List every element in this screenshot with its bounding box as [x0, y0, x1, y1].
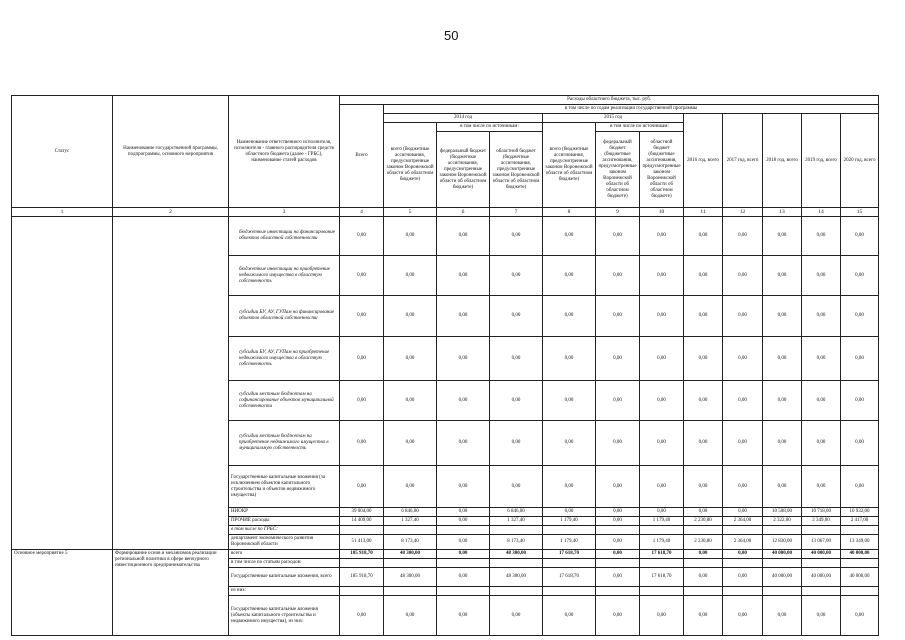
header-2016: 2016 год, всего	[684, 114, 723, 208]
budget-table	[11, 95, 879, 636]
table-row: субсидии БУ, АУ, ГУПам на финансирование объектов областной собственности 0,00 0,00 0,00 0,00 0,00 0,00 0,00 0,00 0,00 0,00 0,00 0,00	[12, 296, 879, 337]
table-row: субсидии местным бюджетам на софинансирование объектов муниципальной собственности 0,00 0,00 0,00 0,00 0,00 0,00 0,00 0,00 0,00 0,00 0,00 0,00	[12, 381, 879, 421]
header-2019: 2019 год, всего	[802, 114, 841, 208]
row-label: субсидии местным бюджетам на софинансирование объектов муниципальной собственности	[229, 381, 340, 421]
header-2015-regional: областной бюджет (бюджетные ассигнования, предусмотренные законом Воронежской области об областном бюджете)	[640, 132, 684, 208]
table-row: НИОКР 39 004,00 6 846,00 0,00 6 846,00 0,00 0,00 0,00 0,00 0,00 10 508,00 10 718,00 10 932,00	[12, 508, 879, 517]
row-label: Государственные капитальные вложения (за исключением объектов капитального строительства и объектов недвижимого имущества)	[229, 466, 340, 508]
row-label: Государственные капитальные вложения, всего	[229, 568, 340, 587]
row-label: НИОКР	[229, 508, 340, 517]
row-label: бюджетные инвестиции на приобретение недвижимого имущества в областную собственность	[229, 256, 340, 296]
table-row: Государственные капитальные вложения (объекты капитального строительства и недвижимого имущества), из них: 0,00 0,00 0,00 0,00 0,00 0,00 0,00 0,00 0,00 0,00 0,00 0,00	[12, 596, 879, 636]
main-event-status: Основное мероприятие 5	[12, 550, 113, 636]
column-numbers-row: 1 2 3 4 5 6 7 8 9 10 11 12 13 14 15	[12, 208, 879, 217]
table-row: бюджетные инвестиции на приобретение недвижимого имущества в областную собственность 0,00 0,00 0,00 0,00 0,00 0,00 0,00 0,00 0,00 0,00 0,00 0,00	[12, 256, 879, 296]
header-2014-by-sources: в том числе по источникам:	[437, 123, 543, 132]
of-them-label: из них:	[229, 587, 340, 596]
row-label: бюджетные инвестиции на финансирование объектов областной собственности	[229, 217, 340, 256]
header-2018: 2018 год, всего	[763, 114, 802, 208]
row-label: субсидии БУ, АУ, ГУПам на приобретение недвижимого имущества в областную собственность	[229, 337, 340, 381]
header-year-2015: 2015 год	[543, 114, 684, 123]
table-row: ПРОЧИЕ расходы 14 409,00 1 327,40 0,00 1 327,40 1 179,40 0,00 1 179,40 2 230,80 2 364,00 2 322,00 2 349,00 2 417,00	[12, 517, 879, 526]
table-row: субсидии БУ, АУ, ГУПам на приобретение недвижимого имущества в областную собственность 0,00 0,00 0,00 0,00 0,00 0,00 0,00 0,00 0,00 0,00 0,00 0,00	[12, 337, 879, 381]
page-number: 50	[444, 28, 459, 43]
table-row: Государственные капитальные вложения, всего 185 918,70 48 300,00 0,00 48 300,00 17 618,70 0,00 17 618,70 0,00 0,00 40 000,00 40 000,00 40 000,00	[12, 568, 879, 587]
table-row: субсидии местным бюджетам на приобретение недвижимого имущества в муниципальную собственность 0,00 0,00 0,00 0,00 0,00 0,00 0,00 0,00 0,00 0,00 0,00 0,00	[12, 421, 879, 466]
header-2014-regional: областной бюджет (бюджетные ассигнования, предусмотренные законом Воронежской области об областном бюджете)	[490, 132, 543, 208]
header-executor: Наименование ответственного исполнителя, исполнителя - главного распорядителя средств областного бюджета (далее - ГРБС), наименование статей расходов	[229, 96, 340, 208]
header-year-2014: 2014 год	[384, 114, 543, 123]
header-program-name: Наименование государственной программы, подпрограммы, основного мероприятия	[113, 96, 229, 208]
row-label: Государственные капитальные вложения (объекты капитального строительства и недвижимого имущества), из них:	[229, 596, 340, 636]
by-articles-label: в том числе по статьям расходов:	[229, 559, 340, 568]
header-status: Статус	[12, 96, 113, 208]
header-2015-federal: федеральный бюджет (бюджетные ассигнования, предусмотренные законом Воронежской области об областном бюджете)	[596, 132, 640, 208]
table-row: департамент экономического развития Воронежской области 51 413,00 8 173,40 0,00 8 173,40 1 179,40 0,00 1 179,40 2 230,80 2 364,00 12 830,00 13 067,00 13 349,00	[12, 535, 879, 550]
main-event-name: Формирование основ и механизмов реализации региональной политики в сфере венчурного инвестиционного предпринимательства	[113, 550, 229, 636]
row-label: субсидии местным бюджетам на приобретение недвижимого имущества в муниципальную собственность	[229, 421, 340, 466]
row-label: всего	[229, 550, 340, 559]
table-row: Государственные капитальные вложения (за исключением объектов капитального строительства и объектов недвижимого имущества) 0,00 0,00 0,00 0,00 0,00 0,00 0,00 0,00 0,00 0,00 0,00 0,00	[12, 466, 879, 508]
header-2015-by-sources: в том числе по источникам:	[596, 123, 684, 132]
table-row: Основное мероприятие 5 Формирование основ и механизмов реализации региональной политики в сфере венчурного инвестиционного предпринимательства всего 185 918,70 48 300,00 0,00 48 300,00 17 618,70 0,00 17 618,70 0,00 0,00 40 000,00 40 000,00 40 000,00	[12, 550, 879, 559]
header-expenses-title: Расходы областного бюджета, тыс. руб.	[340, 96, 879, 105]
row-label: ПРОЧИЕ расходы	[229, 517, 340, 526]
grbs-label: в том числе по ГРБС:	[229, 526, 340, 535]
header-by-years: в том числе по годам реализации государственной программы	[384, 105, 879, 114]
table-row: бюджетные инвестиции на финансирование объектов областной собственности 0,00 0,00 0,00 0,00 0,00 0,00 0,00 0,00 0,00 0,00 0,00 0,00	[12, 217, 879, 256]
header-2020: 2020 год, всего	[841, 114, 879, 208]
row-label: субсидии БУ, АУ, ГУПам на финансирование объектов областной собственности	[229, 296, 340, 337]
header-2015-total: всего (бюджетные ассигнования, предусмотренные законом Воронежской области об областном бюджете)	[543, 123, 596, 208]
header-2014-total: всего (бюджетные ассигнования, предусмотренные законом Воронежской области об областном бюджете)	[384, 123, 437, 208]
header-2017: 2017 год, всего	[723, 114, 763, 208]
header-total: Всего	[340, 105, 384, 208]
row-label: департамент экономического развития Воронежской области	[229, 535, 340, 550]
header-2014-federal: федеральный бюджет (бюджетные ассигнования, предусмотренные законом Воронежской области об областном бюджете)	[437, 132, 490, 208]
